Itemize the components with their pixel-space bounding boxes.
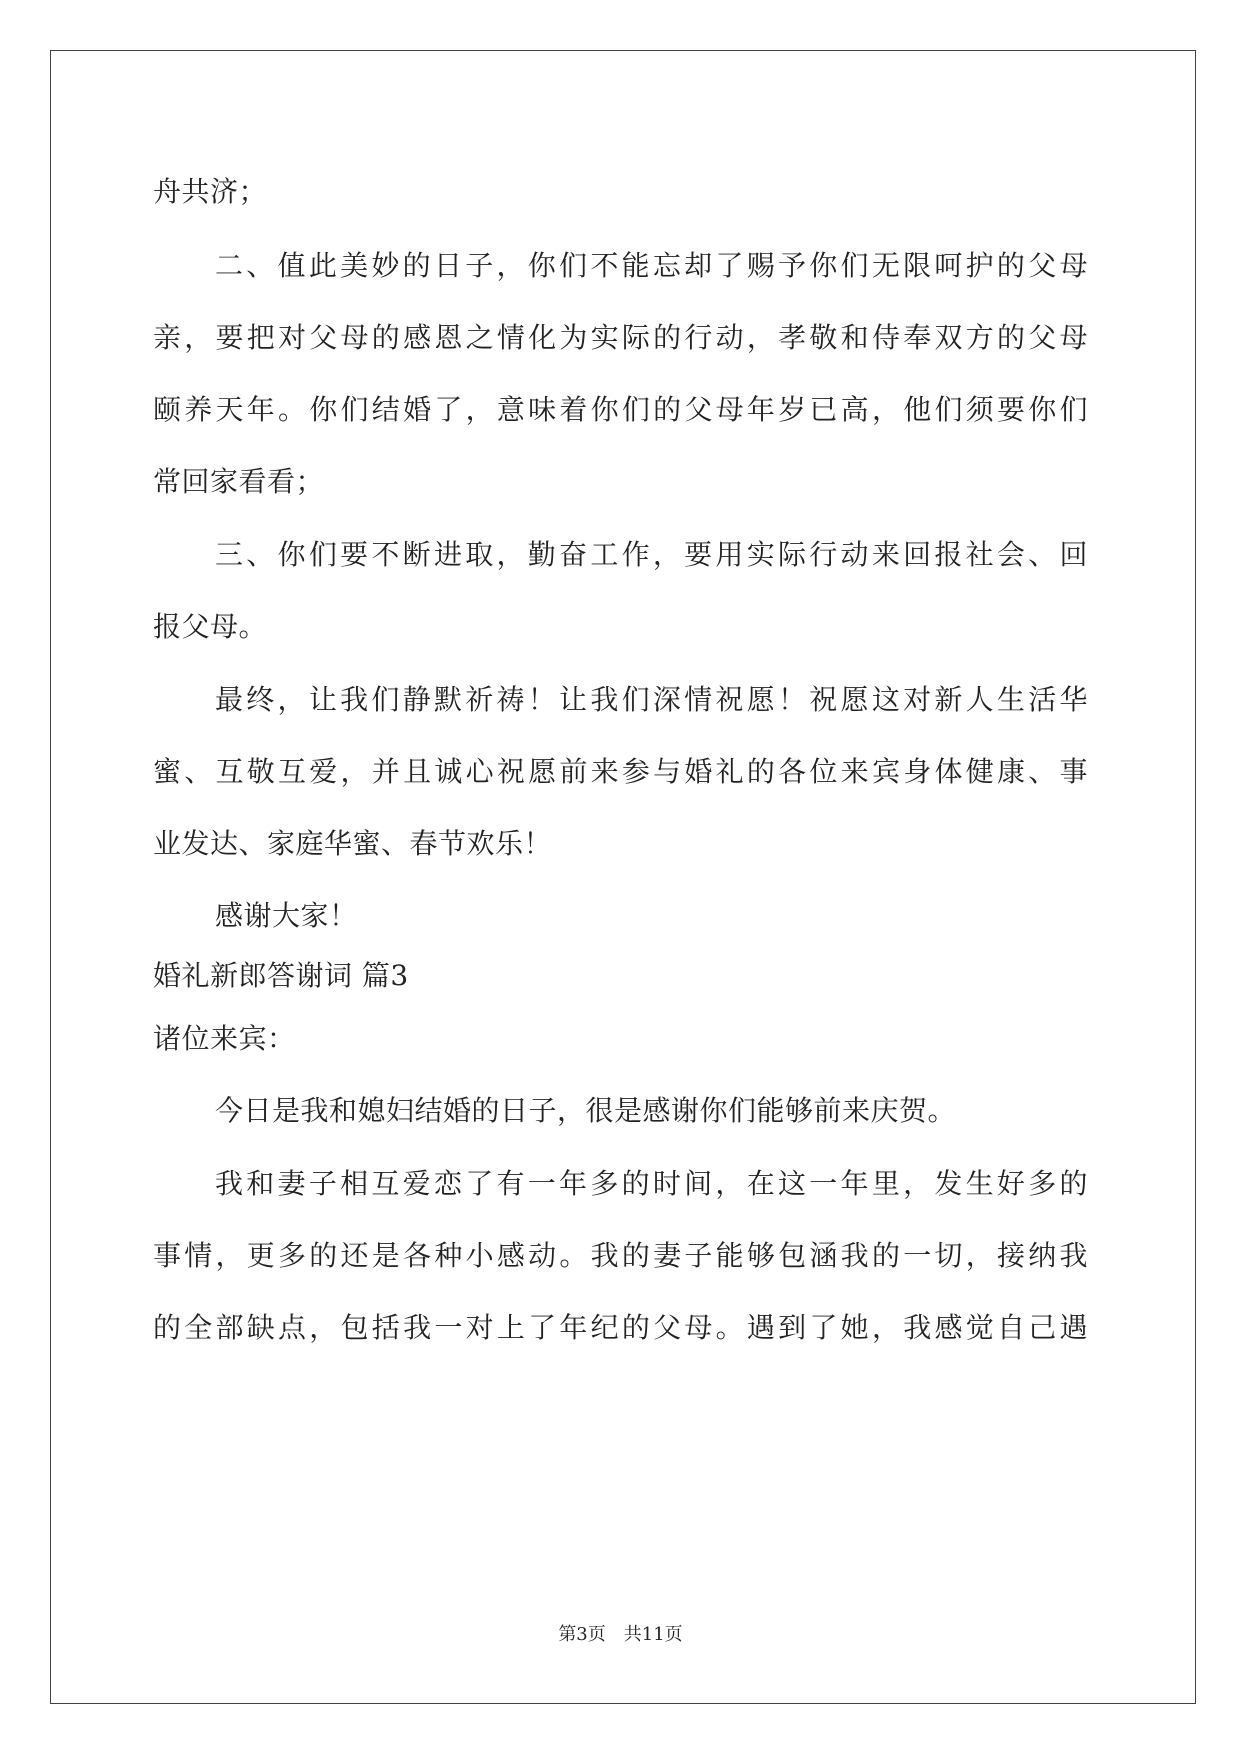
page-footer: 第3页 共11页 bbox=[558, 1624, 683, 1645]
salutation: 诸位来宾： bbox=[153, 1022, 296, 1055]
text-line: 蜜、互敬互爱，并且诚心祝愿前来参与婚礼的各位来宾身体健康、事 bbox=[153, 755, 1088, 788]
section-heading: 婚礼新郎答谢词 篇3 bbox=[153, 959, 409, 992]
text-line: 业发达、家庭华蜜、春节欢乐！ bbox=[153, 827, 553, 860]
text-line: 舟共济； bbox=[153, 175, 268, 208]
paragraph-line: 二、值此美妙的日子，你们不能忘却了赐予你们无限呵护的父母 bbox=[215, 249, 1088, 282]
text-line: 亲，要把对父母的感恩之情化为实际的行动，孝敬和侍奉双方的父母 bbox=[153, 321, 1088, 354]
text-line: 的全部缺点，包括我一对上了年纪的父母。遇到了她，我感觉自己遇 bbox=[153, 1311, 1088, 1344]
text-line: 事情，更多的还是各种小感动。我的妻子能够包涵我的一切，接纳我 bbox=[153, 1239, 1088, 1272]
paragraph-line: 三、你们要不断进取，勤奋工作，要用实际行动来回报社会、回 bbox=[215, 538, 1088, 571]
paragraph-line: 今日是我和媳妇结婚的日子，很是感谢你们能够前来庆贺。 bbox=[215, 1094, 957, 1127]
paragraph-line: 最终，让我们静默祈祷！让我们深情祝愿！祝愿这对新人生活华 bbox=[215, 683, 1088, 716]
text-line: 报父母。 bbox=[153, 610, 268, 643]
paragraph-line: 感谢大家！ bbox=[215, 899, 358, 932]
text-line: 颐养天年。你们结婚了，意味着你们的父母年岁已高，他们须要你们 bbox=[153, 393, 1088, 426]
page-border bbox=[50, 50, 1196, 1704]
paragraph-line: 我和妻子相互爱恋了有一年多的时间，在这一年里，发生好多的 bbox=[215, 1167, 1088, 1200]
text-line: 常回家看看； bbox=[153, 465, 325, 498]
